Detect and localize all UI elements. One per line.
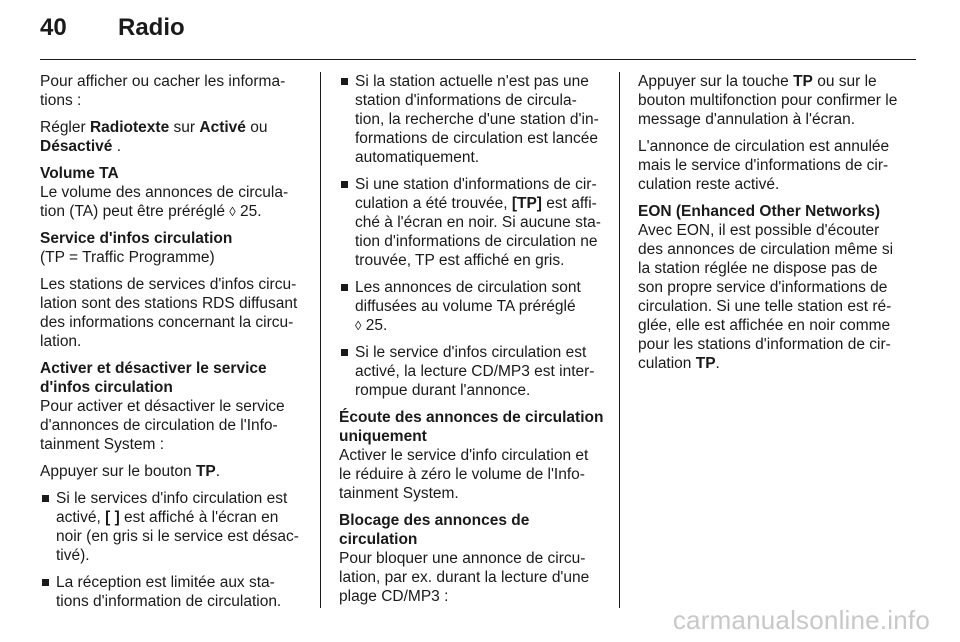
list-item: Si une station d'informations de cir-culation a été trouvée, [TP] est affi-ché à l'écran en noir. Si aucune sta-tion d'informations de circulation ne trouvée, TP est affiché en gris. <box>339 175 604 270</box>
watermark: carmanualsonline.info <box>672 605 930 635</box>
heading-listen-only: Écoute des annonces de circulation uniquement <box>339 409 604 445</box>
paragraph-intro: Pour afficher ou cacher les informa-tions : <box>40 73 286 109</box>
page-title: Radio <box>118 14 185 41</box>
column-divider-1 <box>320 72 321 608</box>
paragraph-rds-stations: Les stations de services d'infos circu-lation sont des stations RDS diffusant des informations concernant la circu-lation. <box>40 276 298 350</box>
paragraph-cancelled: L'annonce de circulation est annulée mais le service d'informations de cir-culation reste activé. <box>638 138 890 193</box>
section-volume-ta: Volume TA Le volume des annonces de circula-tion (TA) peut être préréglé ◊ 25. <box>40 164 304 221</box>
column-divider-2 <box>619 72 620 608</box>
reference-arrow-icon: ◊ <box>229 204 236 219</box>
reference-arrow-icon: ◊ <box>355 318 362 333</box>
section-listen-only: Écoute des annonces de circulation uniquement Activer le service d'info circulation et le réduire à zéro le volume de l'Info-tainment System. <box>339 409 604 502</box>
heading-block: Blocage des annonces de circulation <box>339 512 530 548</box>
heading-eon: EON (Enhanced Other Networks) <box>638 203 881 220</box>
list-item: Si le services d'info circulation est activé, [ ] est affiché à l'écran en noir (en gris si le service est désac-tivé). <box>40 489 304 565</box>
bullet-list-2 <box>339 72 604 400</box>
heading-volume-ta: Volume TA <box>40 165 119 182</box>
paragraph-radiotext: Régler Radiotexte sur Activé ou Désactivé . <box>40 119 268 155</box>
section-block: Blocage des annonces de circulation Pour bloquer une annonce de circu-lation, par ex. durant la lecture d'une plage CD/MP3 : <box>339 511 604 606</box>
paragraph-press-tp-cancel: Appuyer sur la touche TP ou sur le bouton multifonction pour confirmer le message d'annulation à l'écran. <box>638 73 898 128</box>
header-divider <box>40 59 916 60</box>
bullet-list-1 <box>40 489 304 611</box>
column-2 <box>339 72 604 614</box>
paragraph-press-tp: Appuyer sur le bouton TP. <box>40 463 221 480</box>
section-eon: EON (Enhanced Other Networks) Avec EON, il est possible d'écouter des annonces de circulation même si la station réglée ne dispose pas de son propre service d'informations de circulation. Si une telle station est ré-glée, elle est affichée en noir comme pour les stations d'information de cir-culation TP. <box>638 202 904 373</box>
section-traffic-service: Service d'infos circulation (TP = Traffic Programme) <box>40 229 304 267</box>
list-item: Si la station actuelle n'est pas une station d'informations de circula-tion, la recherche d'une station d'in-formations de circulation est lancée automatiquement. <box>339 72 604 167</box>
heading-activate: Activer et désactiver le service d'infos circulation <box>40 360 267 396</box>
page-number: 40 <box>40 14 67 41</box>
list-item: Si le service d'infos circulation est activé, la lecture CD/MP3 est inter-rompue durant l'annonce. <box>339 343 604 400</box>
column-3 <box>638 72 904 381</box>
column-1 <box>40 72 304 619</box>
section-activate: Activer et désactiver le service d'infos circulation Pour activer et désactiver le service d'annonces de circulation de l'Info-tainment System : <box>40 359 304 454</box>
list-item: Les annonces de circulation sont diffusées au volume TA préréglé ◊ 25. <box>339 278 604 335</box>
list-item: La réception est limitée aux sta-tions d'information de circulation. <box>40 573 304 611</box>
heading-traffic-service: Service d'infos circulation <box>40 230 233 247</box>
